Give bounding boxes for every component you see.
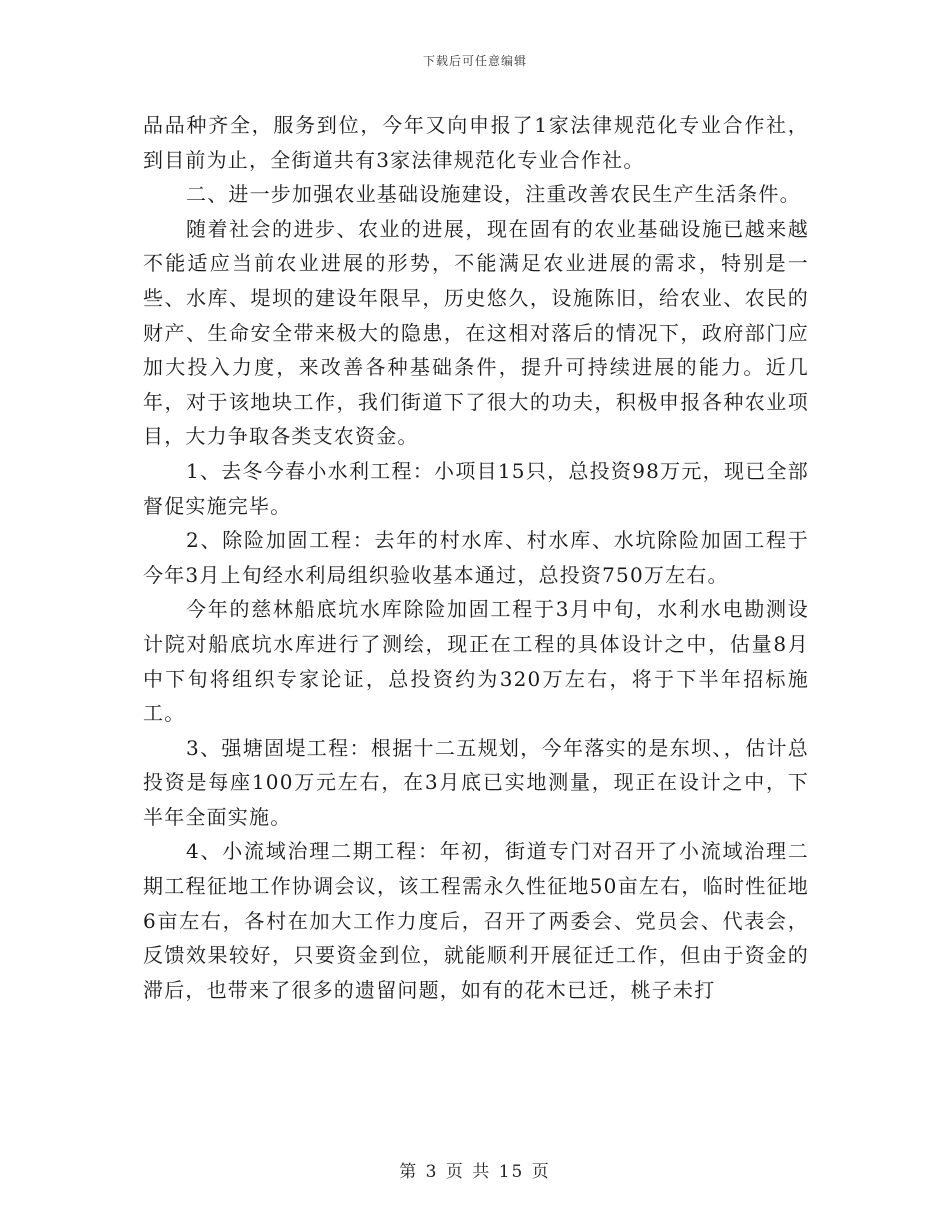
paragraph-6: 今年的慈林船底坑水库除险加固工程于3月中旬，水利水电勘测设计院对船底坑水库进行了测绘，现正在工程的具体设计之中，估量8月中下旬将组织专家论证，总投资约为320万左右，将于下半年招标施工。 [143,597,809,726]
paragraph-5-item-2: 2、除险加固工程：去年的村水库、村水库、水坑除险加固工程于今年3月上旬经水利局组织验收基本通过，总投资750万左右。 [143,528,809,587]
page-header: 下载后可任意编辑 [422,54,527,68]
paragraph-2-section-heading: 二、进一步加强农业基础设施建设，注重改善农民生产生活条件。 [186,182,801,207]
paragraph-4-item-1: 1、去冬今春小水利工程：小项目15只，总投资98万元，现已全部督促实施完毕。 [143,458,809,518]
paragraph-3: 随着社会的进步、农业的进展，现在固有的农业基础设施已越来越不能适应当前农业进展的形势，不能满足农业进展的需求，特别是一些、水库、堤坝的建设年限早，历史悠久，设施陈旧，给农业、农民的财产、生命安全带来极大的隐患，在这相对落后的情况下，政府部门应加大投入力度，来改善各种基础条件，提升可持续进展的能力。近几年，对于该地块工作，我们街道下了很大的功夫，积极申报各种农业项目，大力争取各类支农资金。 [143,216,809,449]
paragraph-7-item-3: 3、强塘固堤工程：根据十二五规划，今年落实的是东坝、，估计总投资是每座100万元左右，在3月底已实地测量，现正在设计之中，下半年全面实施。 [143,735,809,829]
paragraph-1: 品品种齐全，服务到位，今年又向申报了1家法律规范化专业合作社，到目前为止，全街道共有3家法律规范化专业合作社。 [143,113,809,172]
page-footer: 第 3 页 共 15 页 [399,1162,551,1182]
paragraph-8-item-4: 4、小流域治理二期工程：年初，街道专门对召开了小流域治理二期工程征地工作协调会议，该工程需永久性征地50亩左右，临时性征地6亩左右，各村在加大工作力度后，召开了两委会、党员会、代表会，反馈效果较好，只要资金到位，就能顺利开展征迁工作，但由于资金的滞后，也带来了很多的遗留问题，如有的花木已迁，桃子未打 [143,839,809,1002]
document-body [143,108,809,1007]
